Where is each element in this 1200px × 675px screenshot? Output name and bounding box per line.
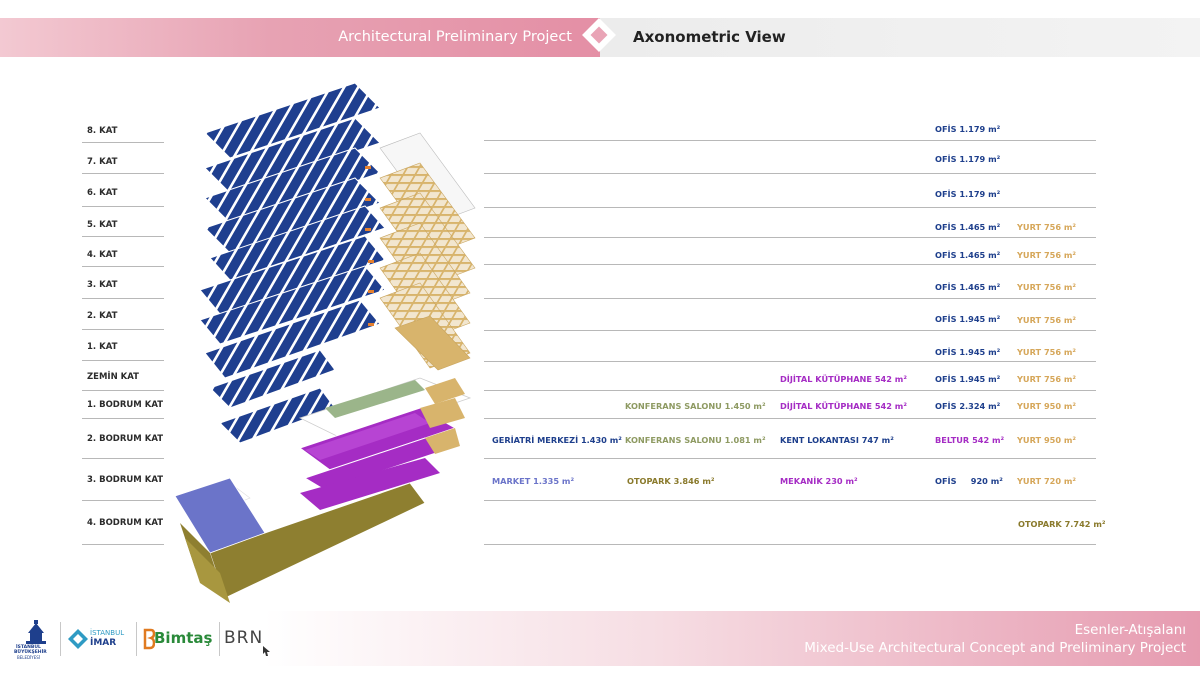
floor-label-b2: 2. BODRUM KAT [87,434,164,444]
area-kat2-ofis: OFİS 1.945 m² [935,314,1001,324]
dormitory-block [380,133,475,370]
right-divider [484,237,1096,238]
floor-label-1: 1. KAT [87,342,118,352]
area-kat3-ofis: OFİS 1.465 m² [935,282,1001,292]
imar-logo-line2: İMAR [90,638,117,648]
area-b1-ofis: OFİS 2.324 m² [935,401,1001,411]
header-right-title: Axonometric View [633,28,786,46]
right-divider [484,173,1096,174]
area-b3-market: MARKET 1.335 m² [492,476,575,486]
area-b2-geriatri: GERİATRİ MERKEZİ 1.430 m² [492,435,622,445]
area-kat1-yurt: YURT 756 m² [1017,347,1077,357]
parking-slab [175,478,425,603]
left-divider [82,173,164,174]
ibb-logo [14,619,54,661]
area-b3-mekanik: MEKANİK 230 m² [780,476,858,486]
logo-separator [60,622,61,656]
right-divider [484,390,1096,391]
area-zemin-yurt: YURT 756 m² [1017,374,1077,384]
logo-separator [219,622,220,656]
area-kat6-ofis: OFİS 1.179 m² [935,189,1001,199]
area-b2-kent-lokantasi: KENT LOKANTASI 747 m² [780,435,894,445]
area-b1-yurt: YURT 950 m² [1017,401,1077,411]
istanbul-imar-logo [68,627,132,651]
right-divider [484,330,1096,331]
area-kat5-ofis: OFİS 1.465 m² [935,222,1001,232]
area-kat1-ofis: OFİS 1.945 m² [935,347,1001,357]
right-divider [484,544,1096,545]
right-divider [484,207,1096,208]
right-divider [484,458,1096,459]
brn-logo: BRN [224,628,264,648]
left-divider [82,418,164,419]
ibb-emblem-icon [18,619,54,645]
floor-label-b1: 1. BODRUM KAT [87,400,164,410]
floor-label-b3: 3. BODRUM KAT [87,475,164,485]
axonometric-building-diagram [170,78,480,608]
area-kat2-yurt: YURT 756 m² [1017,315,1077,325]
area-b1-konferans: KONFERANS SALONU 1.450 m² [625,401,766,411]
bimtas-logo-text: Bimtaş [154,629,213,647]
ibb-logo-line1: İSTANBUL [16,645,41,650]
area-zemin-ofis: OFİS 1.945 m² [935,374,1001,384]
area-kat5-yurt: YURT 756 m² [1017,222,1077,232]
left-divider [82,206,164,207]
area-b2-beltur: BELTUR 542 m² [935,435,1005,445]
floor-label-5: 5. KAT [87,220,118,230]
left-divider [82,390,164,391]
cursor-icon [263,646,271,656]
istanbul-imar-logo-icon [68,629,88,649]
header-left-title: Architectural Preliminary Project [338,29,572,45]
left-divider [82,544,164,545]
area-b1-dijital: DİJİTAL KÜTÜPHANE 542 m² [780,401,907,411]
area-kat7-ofis: OFİS 1.179 m² [935,154,1001,164]
right-divider [484,500,1096,501]
left-divider [82,458,164,459]
floor-label-4: 4. KAT [87,250,118,260]
floor-label-8: 8. KAT [87,126,118,136]
area-zemin-dijital: DİJİTAL KÜTÜPHANE 542 m² [780,374,907,384]
logo-separator [136,622,137,656]
right-divider [484,361,1096,362]
area-b3-otopark: OTOPARK 3.846 m² [627,476,715,486]
left-divider [82,298,164,299]
right-divider [484,418,1096,419]
left-divider [82,236,164,237]
left-divider [82,500,164,501]
ibb-logo-line3: BELEDİYESİ [17,655,40,660]
floor-label-b4: 4. BODRUM KAT [87,518,164,528]
left-divider [82,329,164,330]
left-divider [82,360,164,361]
left-divider [82,142,164,143]
area-b2-yurt: YURT 950 m² [1017,435,1077,445]
footer-project-title: Mixed-Use Architectural Concept and Preliminary Project [804,640,1186,656]
area-b3-ofis: OFİS 920 m² [935,476,1003,486]
imar-logo-line1: İSTANBUL [90,629,125,637]
floor-label-zemin: ZEMİN KAT [87,372,139,382]
right-divider [484,298,1096,299]
floor-label-2: 2. KAT [87,311,118,321]
area-b3-yurt: YURT 720 m² [1017,476,1077,486]
area-kat3-yurt: YURT 756 m² [1017,282,1077,292]
area-kat4-yurt: YURT 756 m² [1017,250,1077,260]
office-block [200,83,385,443]
area-b2-konferans: KONFERANS SALONU 1.081 m² [625,435,766,445]
area-kat4-ofis: OFİS 1.465 m² [935,250,1001,260]
area-kat8-ofis: OFİS 1.179 m² [935,124,1001,134]
bimtas-logo [143,626,215,652]
footer-project-location: Esenler-Atışalanı [1074,622,1186,638]
floor-label-3: 3. KAT [87,280,118,290]
floor-label-7: 7. KAT [87,157,118,167]
left-divider [82,266,164,267]
ibb-logo-line2: BÜYÜKŞEHİR [14,650,47,655]
right-divider [484,264,1096,265]
right-divider [484,140,1096,141]
area-b4-otopark: OTOPARK 7.742 m² [1018,519,1106,529]
floor-label-6: 6. KAT [87,188,118,198]
